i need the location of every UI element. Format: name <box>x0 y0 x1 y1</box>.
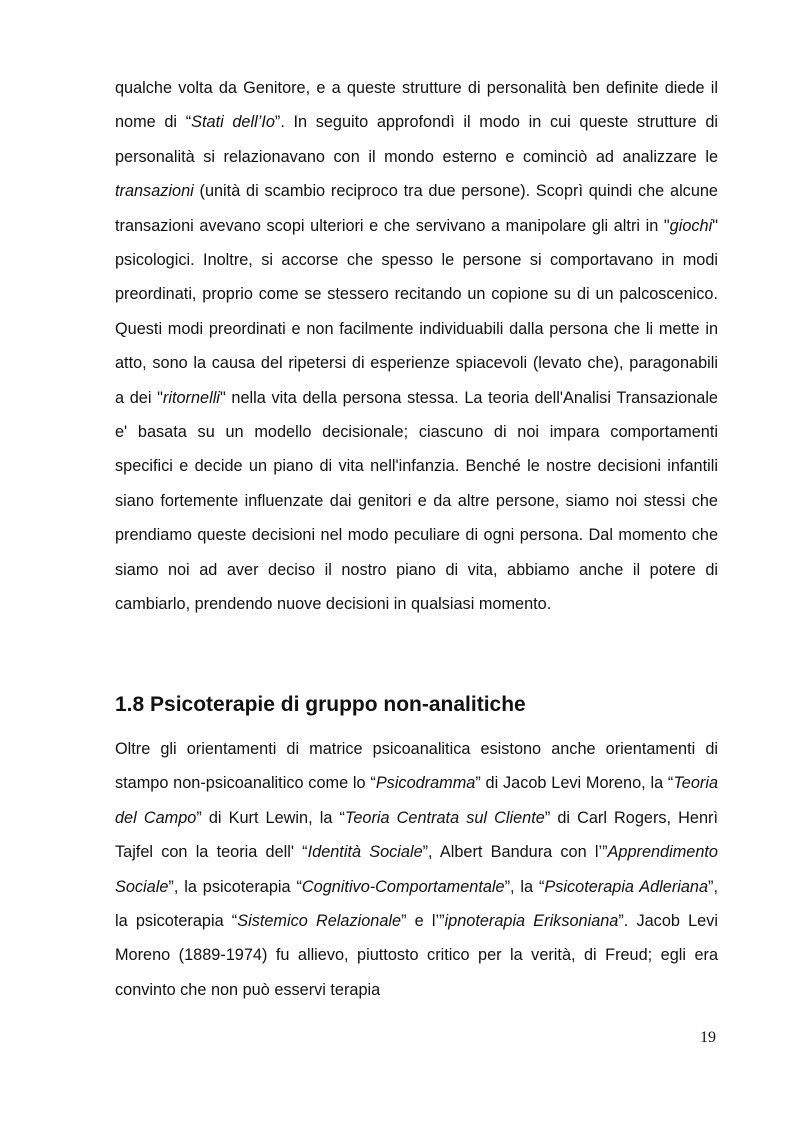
body-paragraph-1 <box>115 71 718 622</box>
text-run: Oltre gli orientamenti di matrice psicoanalitica esistono anche orientamenti di stampo non-psicoanalitico come lo “ <box>115 740 718 793</box>
text-run: ”. In seguito approfondì il modo in cui queste strutture di personalità si relazionavano con il mondo esterno e cominciò ad analizzare le <box>115 113 718 166</box>
text-run: ”, la psicoterapia “ <box>115 877 718 931</box>
text-run: " psicologici. Inoltre, si accorse che spesso le persone si comportavano in modi preordinati, proprio come se stessero recitando un copione su di un palcoscenico. Questi modi preordinati e non facilmente individuabili dalla persona che li mette in atto, sono la causa del ripetersi di esperienze spiacevoli (levato che), paragonabili a dei " <box>115 216 718 407</box>
text-run: ”, la “ <box>504 877 545 896</box>
italic-text-run: giochi <box>669 216 713 235</box>
italic-text-run: Psicoterapia Adleriana <box>544 877 709 896</box>
section-heading: 1.8 Psicoterapie di gruppo non-analitiche <box>115 693 526 716</box>
text-run: ”. Jacob Levi Moreno (1889-1974) fu allievo, piuttosto critico per la verità, di Freud; egli era convinto che non può esservi terapia <box>115 912 718 999</box>
italic-text-run: Identità Sociale <box>307 843 423 862</box>
italic-text-run: ritornelli <box>162 388 220 407</box>
italic-text-run: ipnoterapia Eriksoniana <box>444 912 619 931</box>
italic-text-run: Apprendimento Sociale <box>115 843 718 896</box>
text-run: ” e l’” <box>401 912 445 931</box>
text-run: " nella vita della persona stessa. La teoria dell'Analisi Transazionale e' basata su un modello decisionale; ciascuno di noi impara comportamenti specifici e decide un piano di vita nell'infanzia. Benché le nostre decisioni infantili siano fortemente influenzate dai genitori e da altre persone, siamo noi stessi che prendiamo queste decisioni nel modo peculiare di ogni persona. Dal momento che siamo noi ad aver deciso il nostro piano di vita, abbiamo anche il potere di cambiarlo, prendendo nuove decisioni in qualsiasi momento. <box>115 388 718 614</box>
text-run: ”, Albert Bandura con l’” <box>422 843 608 862</box>
text-run: ”, la psicoterapia “ <box>168 877 302 896</box>
italic-text-run: Stati dell’Io <box>191 113 275 132</box>
page-number: 19 <box>700 1029 716 1046</box>
text-run: ” di Kurt Lewin, la “ <box>196 808 345 827</box>
text-run: (unità di scambio reciproco tra due persone). Scoprì quindi che alcune transazioni avevano scopi ulteriori e che servivano a manipolare gli altri in " <box>115 182 718 235</box>
body-paragraph-2 <box>115 732 718 1007</box>
italic-text-run: Teoria Centrata sul Cliente <box>344 808 545 827</box>
italic-text-run: Cognitivo-Comportamentale <box>301 877 505 896</box>
italic-text-run: Sistemico Relazionale <box>237 912 402 931</box>
text-run: qualche volta da Genitore, e a queste strutture di personalità ben definite diede il nome di “ <box>115 79 718 132</box>
italic-text-run: Psicodramma <box>375 774 476 793</box>
italic-text-run: Teoria del Campo <box>115 774 718 827</box>
italic-text-run: transazioni <box>115 182 194 201</box>
text-run: ” di Carl Rogers, Henrì Tajfel con la teoria dell' “ <box>115 808 718 862</box>
text-run: ” di Jacob Levi Moreno, la “ <box>475 774 674 793</box>
